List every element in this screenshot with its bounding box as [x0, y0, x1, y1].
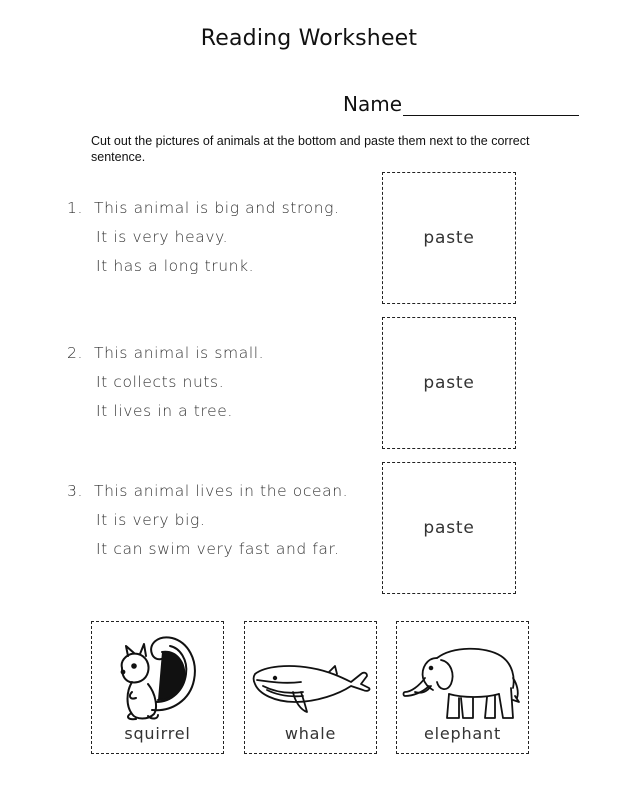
- worksheet-title: Reading Worksheet: [200, 26, 418, 51]
- question-line: This animal lives in the ocean.: [94, 482, 349, 500]
- question-line: It lives in a tree.: [96, 402, 233, 420]
- question-line: It can swim very fast and far.: [96, 540, 340, 558]
- card-label: elephant: [423, 724, 502, 743]
- paste-box-2[interactable]: [382, 317, 516, 449]
- question-number: 1.: [67, 199, 83, 217]
- question-line: It has a long trunk.: [96, 257, 255, 275]
- card-elephant[interactable]: [396, 621, 529, 754]
- question-number: 2.: [67, 344, 83, 362]
- card-label: squirrel: [124, 724, 191, 743]
- paste-box-3[interactable]: [382, 462, 516, 594]
- card-label: whale: [284, 724, 337, 743]
- question-number: 3.: [67, 482, 83, 500]
- paste-label: paste: [423, 518, 475, 538]
- question-line: This animal is big and strong.: [94, 199, 340, 217]
- name-field: [343, 92, 579, 116]
- card-whale[interactable]: [244, 621, 377, 754]
- paste-label: paste: [423, 228, 475, 248]
- question-3: [67, 477, 348, 564]
- question-1: [67, 194, 340, 281]
- paste-label: paste: [423, 373, 475, 393]
- question-line: It is very heavy.: [96, 228, 229, 246]
- question-2: [67, 339, 264, 426]
- question-line: This animal is small.: [94, 344, 265, 362]
- name-blank-line[interactable]: [403, 95, 579, 116]
- name-label: Name: [343, 92, 403, 116]
- paste-box-1[interactable]: [382, 172, 516, 304]
- card-squirrel[interactable]: [91, 621, 224, 754]
- question-line: It collects nuts.: [96, 373, 225, 391]
- instructions: Cut out the pictures of animals at the bottom and paste them next to the correct sentence.: [91, 134, 530, 164]
- question-line: It is very big.: [96, 511, 206, 529]
